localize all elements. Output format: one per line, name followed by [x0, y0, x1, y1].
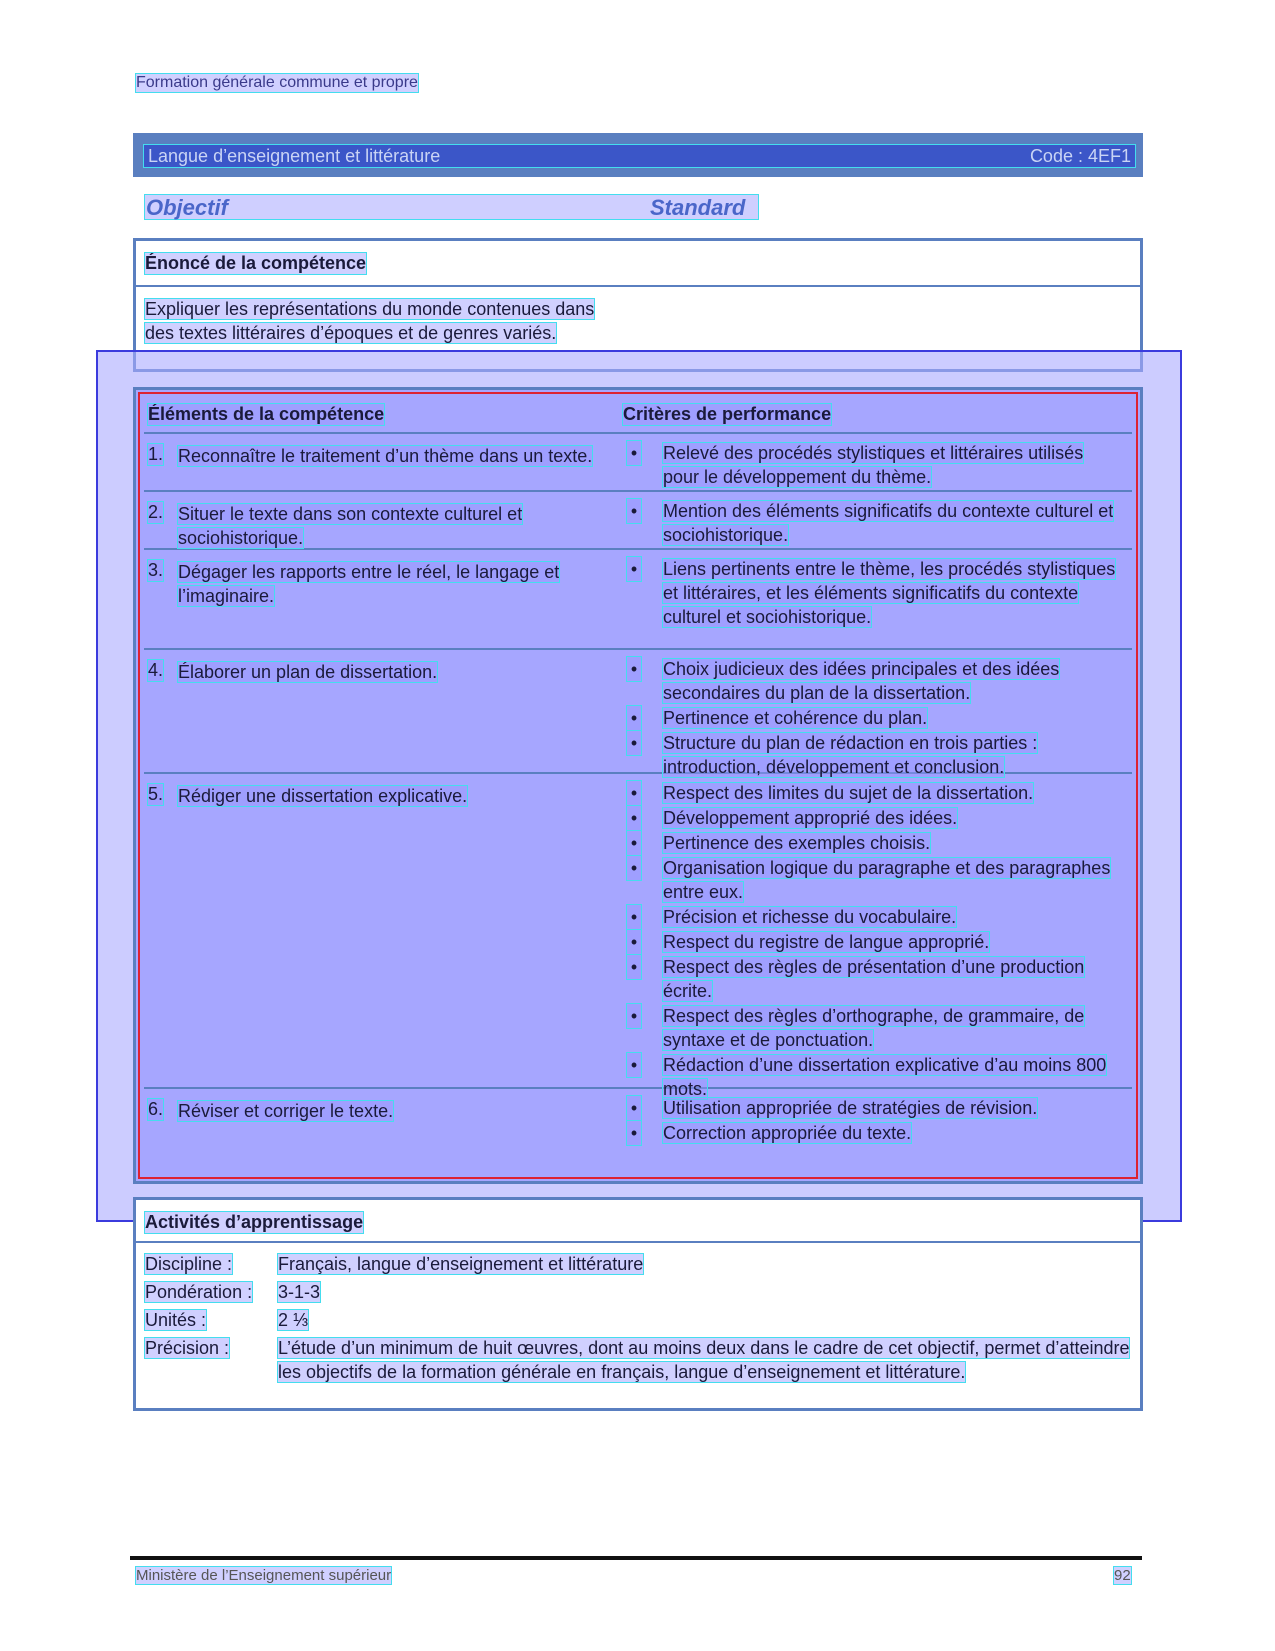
elements-heading: Éléments de la compétence [148, 404, 385, 424]
unites-label: Unités : [145, 1310, 207, 1330]
unites-value: 2 ⅓ [278, 1310, 309, 1330]
element-text: Reconnaître le traitement d’un thème dans un texte. [178, 446, 593, 466]
criterion-item: • Respect des règles d’orthographe, de grammaire, de syntaxe et de ponctuation. [627, 1004, 1122, 1052]
page-number: 92 [1114, 1567, 1131, 1584]
element-number: 2. [148, 502, 164, 522]
criterion-item: • Choix judicieux des idées principales et des idées secondaires du plan de la dissertation. [627, 657, 1122, 705]
element-text: Élaborer un plan de dissertation. [178, 662, 438, 682]
ponderation-value: 3-1-3 [278, 1282, 321, 1302]
criterion-item: • Respect des limites du sujet de la dissertation. [627, 781, 1122, 805]
footer-rule [130, 1556, 1142, 1560]
discipline-label: Discipline : [145, 1254, 233, 1274]
enonce-header [136, 241, 1140, 287]
table-row [144, 492, 1132, 550]
criterion-item: • Rédaction d’une dissertation explicative d’au moins 800 mots. [627, 1053, 1122, 1101]
criteria-list [627, 499, 1122, 548]
precision-line [145, 1336, 1132, 1408]
table-row [144, 774, 1132, 1099]
element-number: 6. [148, 1099, 164, 1119]
criteria-list [627, 1096, 1122, 1146]
ponderation-label: Pondération : [145, 1282, 253, 1302]
element-text: Dégager les rapports entre le réel, le langage et l’imaginaire. [178, 562, 560, 606]
course-title: Langue d’enseignement et littérature [148, 146, 441, 166]
activites-heading: Activités d’apprentissage [145, 1212, 364, 1232]
activites-header [136, 1200, 1140, 1243]
discipline-value: Français, langue d’enseignement et littérature [278, 1254, 644, 1274]
precision-label: Précision : [145, 1338, 230, 1358]
criteria-heading: Critères de performance [623, 404, 832, 424]
document-section-note: Formation générale commune et propre [136, 74, 418, 91]
enonce-text: Expliquer les représentations du monde contenues dans des textes littéraires d’époques et de genres variés. [145, 299, 595, 343]
table-row [144, 650, 1132, 777]
standard-label: Standard [650, 195, 746, 220]
criterion-item: • Utilisation appropriée de stratégies de révision. [627, 1096, 1122, 1120]
criterion-item: • Mention des éléments significatifs du contexte culturel et sociohistorique. [627, 499, 1122, 547]
activites-box [133, 1197, 1143, 1411]
criteria-list [627, 781, 1122, 1102]
criterion-item: • Pertinence et cohérence du plan. [627, 706, 1122, 730]
objectif-standard-row [145, 195, 758, 219]
criterion-item: • Correction appropriée du texte. [627, 1121, 1122, 1145]
criterion-item: • Relevé des procédés stylistiques et littéraires utilisés pour le développement du thème. [627, 441, 1122, 489]
course-title-bar [133, 133, 1143, 177]
criterion-item: • Organisation logique du paragraphe et des paragraphes entre eux. [627, 856, 1122, 904]
element-text: Rédiger une dissertation explicative. [178, 786, 468, 806]
elements-table-frame [138, 392, 1138, 1179]
element-number: 1. [148, 444, 164, 464]
criterion-item: • Développement approprié des idées. [627, 806, 1122, 830]
criterion-item: • Liens pertinents entre le thème, les procédés stylistiques et littéraires, et les éléments significatifs du contexte culturel et sociohistorique. [627, 557, 1122, 629]
table-header-row [144, 394, 1132, 434]
criterion-item: • Respect des règles de présentation d’une production écrite. [627, 955, 1122, 1003]
table-row [144, 550, 1132, 650]
criterion-item: • Respect du registre de langue approprié. [627, 930, 1122, 954]
objectif-label: Objectif [146, 195, 228, 220]
criteria-list [627, 441, 1122, 490]
element-number: 3. [148, 560, 164, 580]
element-number: 5. [148, 784, 164, 804]
element-text: Situer le texte dans son contexte culturel et sociohistorique. [178, 504, 523, 548]
element-text: Réviser et corriger le texte. [178, 1101, 394, 1121]
criteria-list [627, 557, 1122, 630]
enonce-heading: Énoncé de la compétence [145, 253, 367, 273]
precision-value: L’étude d’un minimum de huit œuvres, dont au moins deux dans le cadre de cet objectif, permet d’atteindre les objectifs de la formation générale en français, langue d’enseignement et littérature. [278, 1338, 1130, 1382]
criterion-item: • Structure du plan de rédaction en trois parties : introduction, développement et conclusion. [627, 731, 1122, 779]
table-row [144, 1089, 1132, 1185]
footer-ministry: Ministère de l’Enseignement supérieur [136, 1567, 392, 1584]
criteria-list [627, 657, 1122, 780]
course-code: Code : 4EF1 [1029, 146, 1131, 166]
criterion-item: • Pertinence des exemples choisis. [627, 831, 1122, 855]
elements-table [133, 387, 1143, 1184]
course-title-highlight [144, 145, 1135, 167]
element-number: 4. [148, 660, 164, 680]
table-row [144, 434, 1132, 492]
criterion-item: • Précision et richesse du vocabulaire. [627, 905, 1122, 929]
